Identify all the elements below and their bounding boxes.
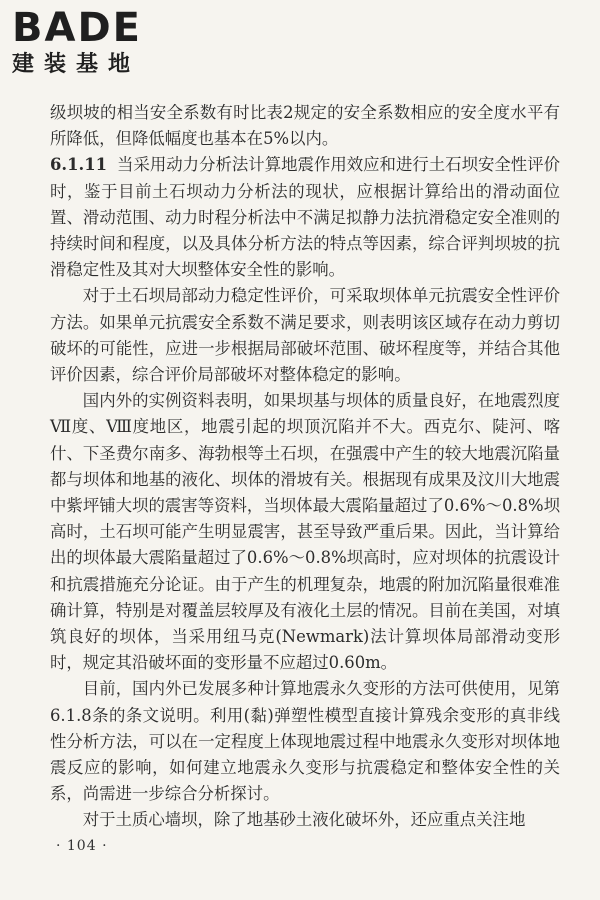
paragraph-text: 国内外的实例资料表明，如果坝基与坝体的质量良好，在地震烈度Ⅶ度、Ⅷ度地区，地震引起的坝顶沉陷并不大。西克尔、陡河、喀什、下圣费尔南多、海勃根等土石坝，在强震中产生的较大地震沉陷量都与坝体和地基的液化、坝体的滑坡有关。根据现有成果及汶川大地震中紫坪铺大坝的震害等资料，当坝体最大震陷量超过了0.6%～0.8%坝高时，土石坝可能产生明显震害，甚至导致严重后果。因此，当计算给出的坝体最大震陷量超过了0.6%～0.8%坝高时，应对坝体的抗震设计和抗震措施充分论证。由于产生的机理复杂，地震的附加沉陷量很难准确计算，特别是对覆盖层较厚及有液化土层的情况。目前在美国，对填筑良好的坝体，当采用纽马克(Newmark)法计算坝体局部滑动变形时，规定其沿破坏面的变形量不应超过0.60m。 <box>50 391 560 673</box>
document-body <box>50 100 560 834</box>
paragraph <box>50 388 560 676</box>
logo-subtitle: 建装基地 <box>12 52 141 77</box>
clause-paragraph <box>50 152 560 283</box>
clause-number: 6.1.11 <box>50 155 108 175</box>
paragraph <box>50 283 560 388</box>
paragraph-text: 对于土石坝局部动力稳定性评价，可采取坝体单元抗震安全性评价方法。如果单元抗震安全系数不满足要求，则表明该区域存在动力剪切破坏的可能性，应进一步根据局部破坏范围、破坏程度等，并结合其他评价因素，综合评价局部破坏对整体稳定的影响。 <box>50 286 560 385</box>
paragraph-text: 对于土质心墙坝，除了地基砂土液化破坏外，还应重点关注地 <box>82 810 526 830</box>
paragraph-text: 级坝坡的相当安全系数有时比表2规定的安全系数相应的安全度水平有所降低，但降低幅度也基本在5%以内。 <box>50 103 560 149</box>
page-number: · 104 · <box>56 838 108 854</box>
paragraph <box>50 676 560 807</box>
paragraph <box>50 807 560 833</box>
paragraph-text: 当采用动力分析法计算地震作用效应和进行土石坝安全性评价时，鉴于目前土石坝动力分析法的现状，应根据计算给出的滑动面位置、滑动范围、动力时程分析法中不满足拟静力法抗滑稳定安全准则的持续时间和程度，以及具体分析方法的特点等因素，综合评判坝坡的抗滑稳定性及其对大坝整体安全性的影响。 <box>50 155 560 280</box>
brand-logo <box>12 6 182 78</box>
paragraph-text: 目前，国内外已发展多种计算地震永久变形的方法可供使用，见第6.1.8条的条文说明。利用(黏)弹塑性模型直接计算残余变形的真非线性分析方法，可以在一定程度上体现地震过程中地震永久变形对坝体地震反应的影响，如何建立地震永久变形与抗震稳定和整体安全性的关系，尚需进一步综合分析探讨。 <box>50 679 560 804</box>
paragraph-continuation <box>50 100 560 152</box>
logo-wordmark: BADE <box>12 5 142 51</box>
